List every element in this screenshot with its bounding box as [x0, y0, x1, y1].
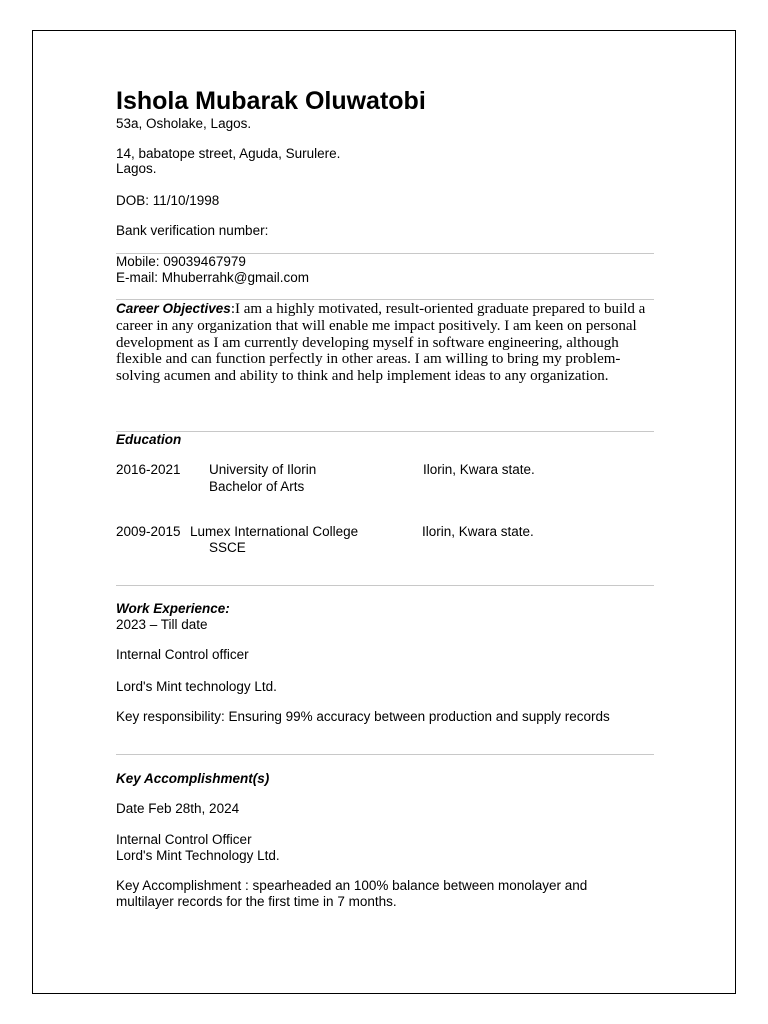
- accomplishment-company: Lord's Mint Technology Ltd.: [116, 848, 280, 863]
- divider: [116, 754, 654, 755]
- education-heading: Education: [116, 432, 182, 447]
- divider: [116, 431, 654, 432]
- email-address: E-mail: Mhuberrahk@gmail.com: [116, 270, 310, 285]
- bank-verification-number: Bank verification number:: [116, 223, 269, 238]
- accomplishment-role: Internal Control Officer: [116, 832, 252, 847]
- accomplishment-date: Date Feb 28th, 2024: [116, 801, 240, 816]
- education-location: Ilorin, Kwara state.: [423, 462, 535, 477]
- education-location: Ilorin, Kwara state.: [422, 524, 534, 539]
- applicant-name: Ishola Mubarak Oluwatobi: [116, 87, 426, 115]
- key-accomplishments-heading: Key Accomplishment(s): [116, 771, 270, 786]
- address-line-3: Lagos.: [116, 161, 157, 176]
- work-experience-heading: Work Experience:: [116, 601, 230, 616]
- education-qualification: Bachelor of Arts: [209, 479, 305, 494]
- career-objectives-section: [116, 301, 656, 385]
- divider: [116, 299, 654, 300]
- education-school: University of Ilorin: [209, 462, 317, 477]
- work-company: Lord's Mint technology Ltd.: [116, 679, 277, 694]
- address-line-2: 14, babatope street, Aguda, Surulere.: [116, 146, 341, 161]
- accomplishment-text: Key Accomplishment : spearheaded an 100% balance between monolayer and multilayer records for the first time in 7 months.: [116, 878, 588, 909]
- address-line-1: 53a, Osholake, Lagos.: [116, 116, 252, 131]
- mobile-number: Mobile: 09039467979: [116, 254, 246, 269]
- work-role: Internal Control officer: [116, 647, 249, 662]
- education-years: 2009-2015: [116, 524, 181, 539]
- work-responsibility: Key responsibility: Ensuring 99% accuracy between production and supply records: [116, 709, 610, 724]
- education-school: Lumex International College: [190, 524, 359, 539]
- career-objectives-heading: Career Objectives: [116, 301, 231, 316]
- work-period: 2023 – Till date: [116, 617, 208, 632]
- divider: [116, 585, 654, 586]
- education-qualification: SSCE: [209, 540, 246, 555]
- career-objectives-text: :I am a highly motivated, result-oriented graduate prepared to build a career in any organization that will enable me impact positively. I am keen on personal development as I am currently developing myself in software engineering, although flexible and can function perfectly in other areas. I am willing to bring my problem-solving acumen and ability to think and help implement ideas to any organization.: [116, 301, 646, 385]
- date-of-birth: DOB: 11/10/1998: [116, 193, 220, 208]
- education-years: 2016-2021: [116, 462, 181, 477]
